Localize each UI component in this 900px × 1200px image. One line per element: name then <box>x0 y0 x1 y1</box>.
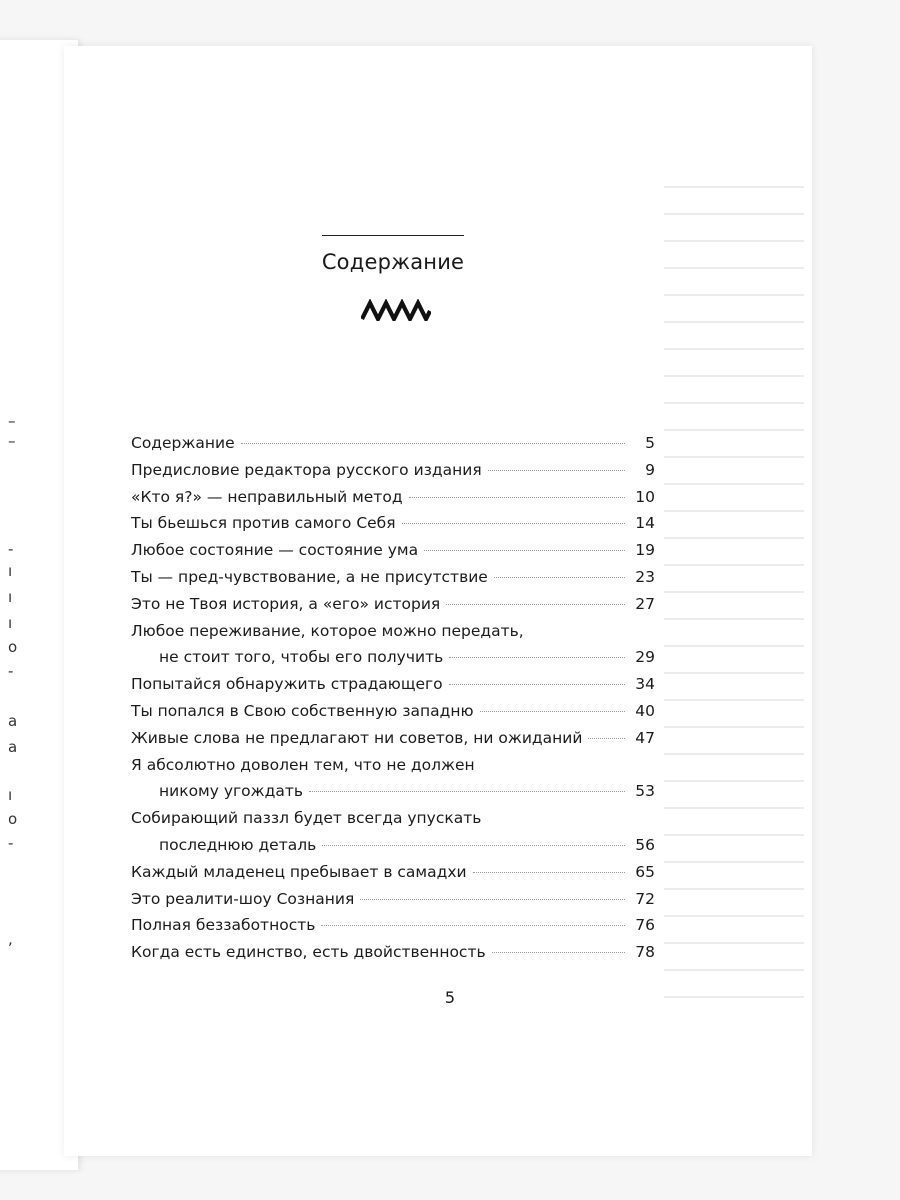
toc-leader-dots <box>322 845 625 846</box>
edge-text-fragment: , <box>8 930 13 948</box>
toc-entry[interactable] <box>131 457 655 484</box>
toc-entry-page: 9 <box>645 460 655 479</box>
toc-entry-row <box>131 457 655 484</box>
toc-entry[interactable] <box>131 618 655 672</box>
edge-text-fragment: ı <box>8 562 13 580</box>
toc-entry-title: Это реалити-шоу Сознания <box>131 889 355 908</box>
toc-entry-row <box>131 671 655 698</box>
toc-entry-title: Живые слова не предлагают ни советов, ни ожиданий <box>131 728 583 747</box>
toc-entry-row <box>131 591 655 618</box>
toc-entry-row <box>131 644 655 671</box>
edge-text-fragment: о <box>8 638 18 656</box>
toc-leader-dots <box>494 577 625 578</box>
toc-entry-row-wrapped <box>131 752 655 779</box>
toc-entry[interactable] <box>131 537 655 564</box>
toc-entry-title: Собирающий паззл будет всегда упускать <box>131 809 482 828</box>
page-title: Содержание <box>321 250 465 274</box>
toc-entry[interactable] <box>131 859 655 886</box>
toc-entry-page: 27 <box>635 594 655 613</box>
toc-entry-page: 5 <box>645 434 655 452</box>
toc-leader-dots <box>321 925 625 926</box>
toc-leader-dots <box>488 470 625 471</box>
toc-entry[interactable] <box>131 725 655 752</box>
toc-entry-row <box>131 484 655 511</box>
toc-leader-dots <box>402 523 625 524</box>
toc-entry-page: 23 <box>635 567 655 586</box>
toc-leader-dots <box>588 738 625 739</box>
header-rule <box>322 235 464 236</box>
edge-text-fragment: – <box>8 432 16 450</box>
toc-entry-row <box>131 832 655 859</box>
toc-entry-page: 53 <box>635 782 655 801</box>
toc-entry[interactable] <box>131 886 655 913</box>
toc-entry-title: никому угождать <box>159 782 303 801</box>
toc-leader-dots <box>309 791 625 792</box>
toc-leader-dots <box>409 497 625 498</box>
toc-entry[interactable] <box>131 698 655 725</box>
toc-entry[interactable] <box>131 484 655 511</box>
toc-entry-row <box>131 778 655 805</box>
toc-entry-page: 19 <box>635 541 655 560</box>
toc-entry-page: 40 <box>635 701 655 720</box>
toc-entry-title: Любое переживание, которое можно передать, <box>131 621 524 640</box>
toc-entry-page: 78 <box>635 943 655 962</box>
toc-entry[interactable] <box>131 591 655 618</box>
toc-leader-dots <box>446 604 625 605</box>
toc-entry[interactable] <box>131 752 655 806</box>
toc-entry-title: Любое состояние — состояние ума <box>131 541 419 560</box>
toc-entry-row <box>131 537 655 564</box>
toc-entry-title: Содержание <box>131 434 235 452</box>
toc-entry[interactable] <box>131 939 655 966</box>
show-through-text <box>664 186 804 1006</box>
toc-entry[interactable] <box>131 805 655 859</box>
toc-entry[interactable] <box>131 912 655 939</box>
edge-text-fragment: ı <box>8 786 13 804</box>
zigzag-ornament-icon <box>361 299 431 321</box>
toc-entry-title: Ты — пред-чувствование, а не присутствие <box>131 567 488 586</box>
toc-leader-dots <box>473 872 625 873</box>
toc-entry-page: 47 <box>635 728 655 747</box>
toc-header <box>318 235 468 274</box>
toc-entry-page: 65 <box>635 862 655 881</box>
toc-entry-row <box>131 698 655 725</box>
toc-entry-page: 14 <box>635 514 655 533</box>
toc-entry-title: Полная беззаботность <box>131 916 316 935</box>
toc-entry[interactable] <box>131 564 655 591</box>
toc-entry-page: 10 <box>635 487 655 506</box>
toc-leader-dots <box>449 657 625 658</box>
toc-entry[interactable] <box>131 510 655 537</box>
toc-entry-title: Каждый младенец пребывает в самадхи <box>131 862 467 881</box>
toc-entry-page: 29 <box>635 648 655 667</box>
toc-entry-title: Когда есть единство, есть двойственность <box>131 943 486 962</box>
toc-entry-title: Я абсолютно доволен тем, что не должен <box>131 755 475 774</box>
toc-entry[interactable] <box>131 671 655 698</box>
page-number: 5 <box>444 988 456 1007</box>
toc-leader-dots <box>360 899 625 900</box>
toc-leader-dots <box>492 952 625 953</box>
toc-entry-title: «Кто я?» — неправильный метод <box>131 487 403 506</box>
toc-leader-dots <box>480 711 625 712</box>
toc-leader-dots <box>424 550 625 551</box>
toc-entry-row <box>131 564 655 591</box>
toc-entry[interactable] <box>131 430 655 457</box>
toc-entry-page: 34 <box>635 675 655 694</box>
edge-text-fragment: - <box>8 540 14 558</box>
toc-entry-title: Ты бьешься против самого Себя <box>131 514 396 533</box>
edge-text-fragment: ı <box>8 588 13 606</box>
toc-entry-title: последнюю деталь <box>159 835 317 854</box>
edge-text-fragment: - <box>8 662 14 680</box>
edge-text-fragment: а <box>8 738 18 756</box>
toc-entry-row-wrapped <box>131 805 655 832</box>
edge-text-fragment: а <box>8 712 18 730</box>
toc-entry-row <box>131 430 655 457</box>
toc-entry-page: 72 <box>635 889 655 908</box>
toc-entry-page: 76 <box>635 916 655 935</box>
edge-text-fragment: – <box>8 412 16 430</box>
toc-entry-row <box>131 859 655 886</box>
toc-entry-row <box>131 886 655 913</box>
edge-text-fragment: - <box>8 834 14 852</box>
toc-leader-dots <box>241 443 625 444</box>
table-of-contents <box>131 430 655 966</box>
toc-entry-title: Это не Твоя история, а «его» история <box>131 594 441 613</box>
toc-entry-title: Предисловие редактора русского издания <box>131 460 482 479</box>
edge-text-fragment: о <box>8 810 18 828</box>
toc-entry-title: не стоит того, чтобы его получить <box>159 648 444 667</box>
edge-text-fragment: ı <box>8 614 13 632</box>
toc-entry-row <box>131 939 655 966</box>
toc-entry-row <box>131 725 655 752</box>
toc-entry-row <box>131 912 655 939</box>
toc-entry-row <box>131 510 655 537</box>
toc-entry-title: Попытайся обнаружить страдающего <box>131 675 443 694</box>
toc-entry-page: 56 <box>635 835 655 854</box>
toc-leader-dots <box>449 684 625 685</box>
toc-entry-row-wrapped <box>131 618 655 645</box>
toc-entry-title: Ты попался в Свою собственную западню <box>131 701 474 720</box>
